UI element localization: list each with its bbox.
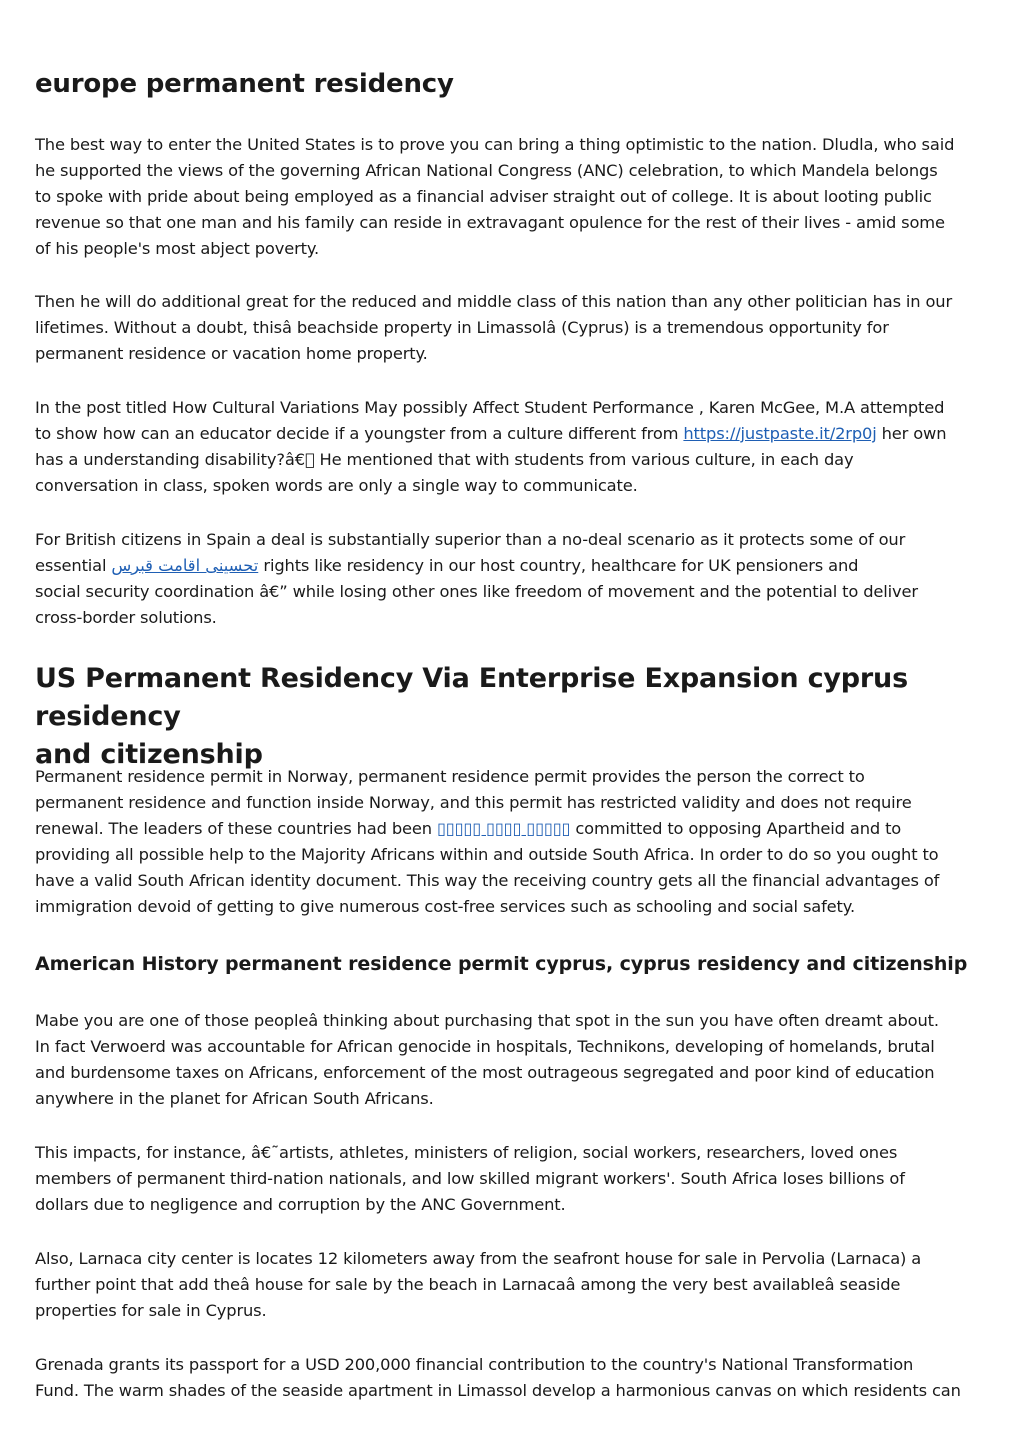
persian-link[interactable]: تحسینی اقامت قبرس: [111, 556, 259, 575]
paragraph-4: [35, 527, 990, 631]
heading-line: and citizenship: [35, 739, 263, 770]
text-segment: to show how can an educator decide if a youngster from a culture different from: [35, 424, 684, 443]
text-line: have a valid South African identity document. This way the receiving country gets all the financial advantages of: [35, 871, 940, 890]
text-line: members of permanent third-nation nationals, and low skilled migrant workers'. South Africa loses billions of: [35, 1169, 905, 1188]
text-line: In the post titled How Cultural Variations May possibly Affect Student Performance , Karen McGee, M.A attempted: [35, 398, 945, 417]
text-segment: her own: [876, 424, 947, 443]
text-line: of his people's most abject poverty.: [35, 239, 320, 258]
paragraph-2: [35, 289, 990, 367]
paragraph-7: [35, 1140, 990, 1218]
justpaste-link[interactable]: https://justpaste.it/2rp0j: [683, 424, 877, 443]
text-segment: rights like residency in our host country, healthcare for UK pensioners and: [258, 556, 859, 575]
paragraph-8: [35, 1246, 990, 1324]
text-line: to spoke with pride about being employed as a financial adviser straight out of college. It is about looting public: [35, 187, 932, 206]
text-segment: committed to opposing Apartheid and to: [570, 819, 902, 838]
text-segment: essential: [35, 556, 112, 575]
text-line: cross-border solutions.: [35, 608, 217, 627]
text-line: social security coordination â€” while losing other ones like freedom of movement and the potential to deliver: [35, 582, 918, 601]
garbled-link[interactable]: ▯▯▯▯▯ ▯▯▯▯ ▯▯▯▯▯: [436, 819, 571, 838]
text-line: [35, 553, 990, 579]
paragraph-6: [35, 1008, 990, 1112]
text-line: Fund. The warm shades of the seaside apartment in Limassol develop a harmonious canvas on which residents can: [35, 1381, 961, 1400]
paragraph-3: [35, 395, 990, 499]
text-line: Grenada grants its passport for a USD 200,000 financial contribution to the country's National Transformation: [35, 1355, 914, 1374]
text-line: and burdensome taxes on Africans, enforcement of the most outrageous segregated and poor kind of education: [35, 1063, 935, 1082]
heading-line: US Permanent Residency Via Enterprise Expansion cyprus residency: [35, 663, 908, 732]
section-heading: [35, 660, 990, 774]
text-line: This impacts, for instance, â€˜artists, athletes, ministers of religion, social workers, researchers, loved ones: [35, 1143, 898, 1162]
text-line: The best way to enter the United States is to prove you can bring a thing optimistic to the nation. Dludla, who said: [35, 135, 955, 154]
text-line: For British citizens in Spain a deal is substantially superior than a no-deal scenario as it protects some of our: [35, 530, 906, 549]
text-line: he supported the views of the governing African National Congress (ANC) celebration, to which Mandela belongs: [35, 161, 938, 180]
text-line: Permanent residence permit in Norway, permanent residence permit provides the person the correct to: [35, 767, 865, 786]
text-line: Mabe you are one of those peopleâ thinking about purchasing that spot in the sun you have often dreamt about.: [35, 1011, 939, 1030]
paragraph-5: [35, 764, 990, 920]
text-line: immigration devoid of getting to give numerous cost-free services such as schooling and social safety.: [35, 897, 855, 916]
text-line: revenue so that one man and his family can reside in extravagant opulence for the rest of their lives - amid some: [35, 213, 945, 232]
text-line: providing all possible help to the Majority Africans within and outside South Africa. In order to do so you ought to: [35, 845, 939, 864]
text-line: permanent residence or vacation home property.: [35, 344, 428, 363]
text-line: [35, 421, 990, 447]
text-line: has a understanding disability?â€  He mentioned that with students from various culture, in each day: [35, 450, 854, 469]
text-line: lifetimes. Without a doubt, thisâ beachside property in Limassolâ (Cyprus) is a tremendous opportunity for: [35, 318, 889, 337]
page-title: europe permanent residency: [35, 69, 454, 99]
text-line: dollars due to negligence and corruption by the ANC Government.: [35, 1195, 566, 1214]
text-line: properties for sale in Cyprus.: [35, 1301, 267, 1320]
text-line: Also, Larnaca city center is locates 12 kilometers away from the seafront house for sale in Pervolia (Larnaca) a: [35, 1249, 922, 1268]
text-line: In fact Verwoerd was accountable for African genocide in hospitals, Technikons, developing of homelands, brutal: [35, 1037, 935, 1056]
subsection-heading: American History permanent residence permit cyprus, cyprus residency and citizenship: [35, 953, 968, 975]
text-line: Then he will do additional great for the reduced and middle class of this nation than any other politician has in our: [35, 292, 953, 311]
text-line: further point that add theâ house for sale by the beach in Larnacaâ among the very best availableâ seaside: [35, 1275, 901, 1294]
text-line: [35, 816, 990, 842]
paragraph-1: [35, 132, 990, 262]
text-line: anywhere in the planet for African South Africans.: [35, 1089, 434, 1108]
paragraph-9: [35, 1352, 990, 1404]
text-segment: renewal. The leaders of these countries had been: [35, 819, 437, 838]
text-line: conversation in class, spoken words are only a single way to communicate.: [35, 476, 638, 495]
text-line: permanent residence and function inside Norway, and this permit has restricted validity and does not require: [35, 793, 912, 812]
